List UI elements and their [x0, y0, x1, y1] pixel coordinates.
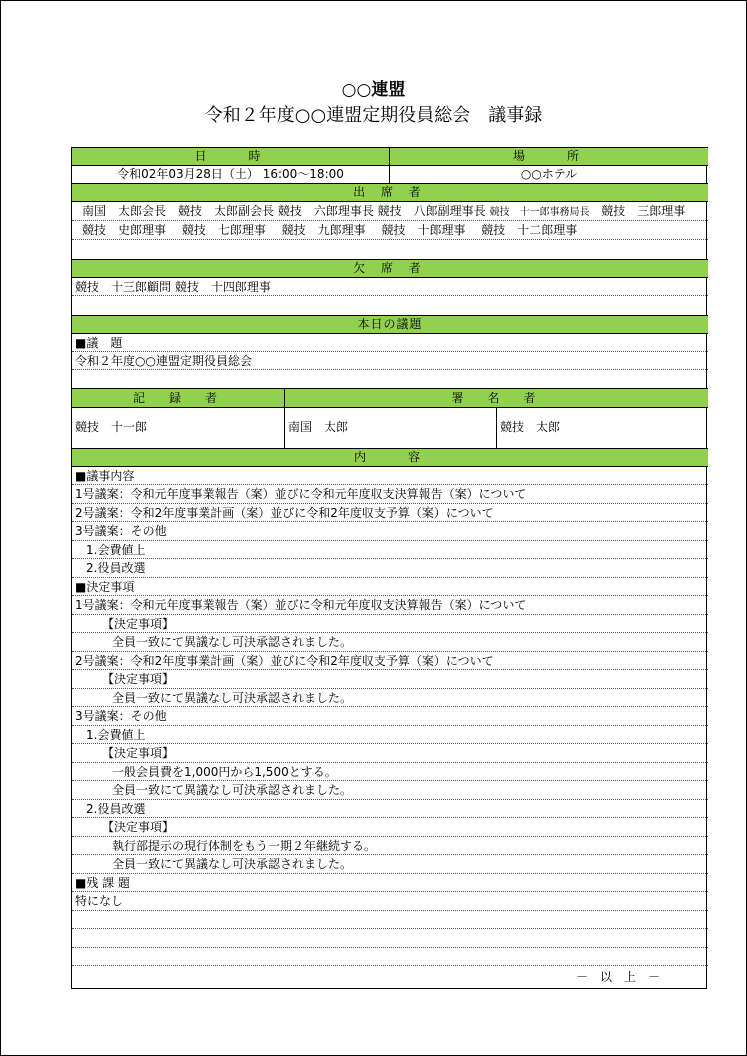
datetime-venue-header — [72, 147, 708, 166]
content-line: 特になし — [72, 892, 708, 911]
venue-header: 場 所 — [389, 148, 708, 165]
content-line: 一般会員費を1,000円から1,500とする。 — [72, 763, 708, 781]
absentees-header: 欠 席 者 — [72, 259, 708, 278]
agenda-header: 本日の議題 — [72, 315, 708, 334]
content-line: 執行部提示の現行体制をもう一期２年継続する。 — [72, 837, 708, 855]
datetime-venue-row — [72, 166, 708, 183]
closing-mark: － 以 上 － — [575, 970, 660, 984]
attendees-line-1-c: 競技 三郎理事 — [601, 204, 686, 218]
content-line: 3号議案：その他 — [72, 522, 708, 541]
content-line: 【決定事項】 — [72, 670, 708, 689]
agenda-label: ■議 題 — [72, 334, 708, 352]
minutes-table — [71, 147, 707, 989]
recorder-name: 競技 十一郎 — [75, 420, 148, 434]
content-line: ■議事内容 — [72, 467, 708, 485]
attendees-line-2 — [72, 221, 708, 240]
meeting-title: 令和２年度○○連盟定期役員総会 議事録 — [204, 105, 543, 126]
content-line: 全員一致にて異議なし可決承認されました。 — [72, 781, 708, 800]
attendees-blank-row — [72, 240, 708, 259]
content-blank-row — [72, 929, 708, 948]
datetime-value: 令和02年03月28日（土） 16:00～18:00 — [117, 167, 344, 181]
attendees-header: 出 席 者 — [72, 183, 708, 202]
attendees-line-1-a: 南国 太郎会長 競技 太郎副会長 競技 六郎理事長 競技 八郎副理事長 — [82, 204, 486, 218]
content-line: 2.役員改選 — [72, 559, 708, 578]
recorder-signers-row — [72, 408, 708, 448]
absentees-line-1: 競技 十三郎顧問 競技 十四郎理事 — [72, 278, 708, 296]
content-line: 2.役員改選 — [72, 800, 708, 818]
attendees-line-2-text: 競技 史郎理事 競技 七郎理事 競技 九郎理事 競技 十郎理事 競技 十二郎理事 — [82, 223, 578, 237]
content-line: 全員一致にて異議なし可決承認されました。 — [72, 689, 708, 707]
content-header: 内 容 — [72, 448, 708, 467]
content-line: ■残 課 題 — [72, 874, 708, 892]
content-blank-row — [72, 948, 708, 966]
content-line: 【決定事項】 — [72, 744, 708, 763]
content-line: 全員一致にて異議なし可決承認されました。 — [72, 633, 708, 652]
content-line: 1号議案：令和元年度事業報告（案）並びに令和元年度収支決算報告（案）について — [72, 596, 708, 615]
content-line: 全員一致にて異議なし可決承認されました。 — [72, 855, 708, 874]
content-line: 2号議案：令和2年度事業計画（案）並びに令和2年度収支予算（案）について — [72, 652, 708, 670]
absentees-blank-row — [72, 296, 708, 315]
content-line: 【決定事項】 — [72, 818, 708, 837]
content-line: 【決定事項】 — [72, 615, 708, 633]
content-line: 1.会費値上 — [72, 541, 708, 559]
recorder-header: 記 録 者 — [132, 391, 223, 405]
content-line: 1号議案：令和元年度事業報告（案）並びに令和元年度収支決算報告（案）について — [72, 485, 708, 504]
agenda-blank-row — [72, 370, 708, 388]
content-blank-row — [72, 911, 708, 929]
signer-name-2: 競技 太郎 — [496, 408, 708, 448]
agenda-item: 令和２年度○○連盟定期役員総会 — [72, 352, 708, 370]
content-line: ■決定事項 — [72, 578, 708, 596]
datetime-header: 日 時 — [194, 149, 267, 163]
recorder-signers-header — [72, 388, 708, 408]
content-line: 1.会費値上 — [72, 726, 708, 744]
venue-value: ○○ホテル — [389, 166, 708, 183]
content-line: 3号議案：その他 — [72, 707, 708, 726]
attendees-line-1-b: 競技 十一郎事務局長 — [489, 207, 590, 218]
content-line: 2号議案：令和2年度事業計画（案）並びに令和2年度収支予算（案）について — [72, 504, 708, 522]
signer-name-1: 南国 太郎 — [284, 408, 496, 448]
attendees-line-1 — [72, 202, 708, 221]
signers-header: 署 名 者 — [284, 389, 708, 407]
org-title: ○○連盟 — [341, 80, 406, 100]
